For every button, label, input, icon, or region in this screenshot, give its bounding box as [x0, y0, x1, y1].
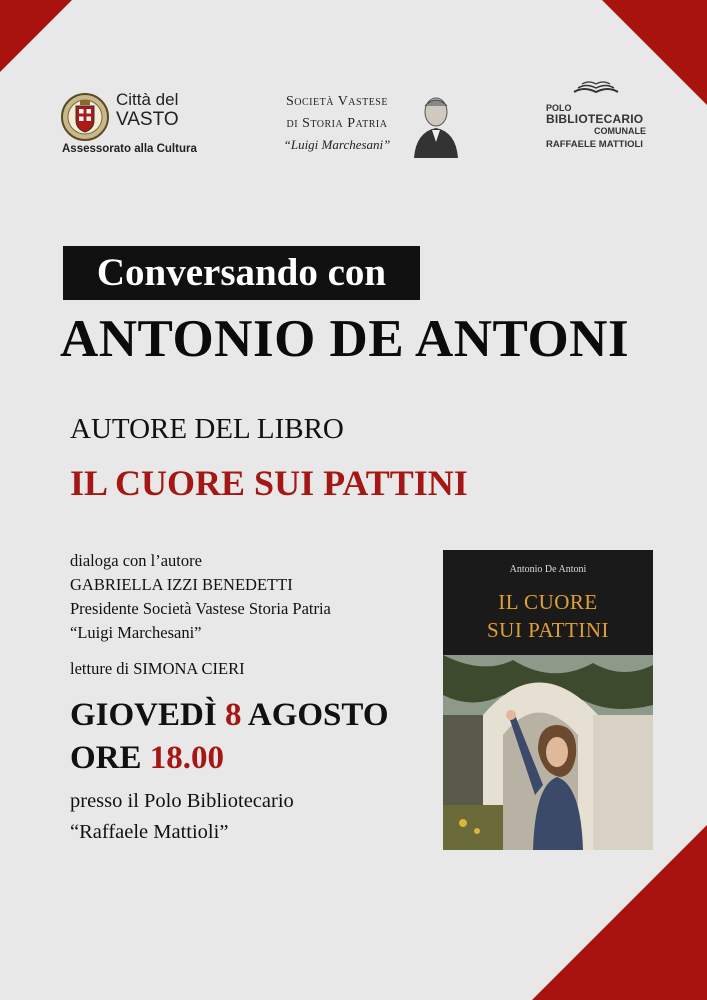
author-role: AUTORE DEL LIBRO [70, 413, 344, 445]
dialog-line-4: “Luigi Marchesani” [70, 623, 202, 642]
event-time-value: 18.00 [149, 740, 225, 776]
polo-line3: COMUNALE [594, 126, 646, 136]
portrait-icon [410, 90, 462, 158]
kicker-text: Conversando con [96, 251, 387, 294]
dialog-line-2: GABRIELLA IZZI BENEDETTI [70, 575, 293, 594]
venue-line-2: “Raffaele Mattioli” [70, 821, 229, 843]
kicker-banner [63, 246, 420, 300]
event-time: ORE 18.00 [70, 740, 225, 776]
logo-polo-bibliotecario [540, 80, 660, 160]
societa-name-line3: “Luigi Marchesani” [283, 137, 391, 152]
polo-line1: POLO [546, 103, 572, 113]
corner-decoration-top-left [0, 0, 72, 72]
event-date-day: 8 [224, 697, 242, 733]
dialog-line-3: Presidente Società Vastese Storia Patria [70, 599, 331, 618]
readings-line: letture di SIMONA CIERI [70, 659, 245, 678]
book-cover [443, 550, 653, 850]
societa-name-line2: di Storia Patria [286, 116, 388, 131]
open-book-icon [572, 80, 620, 96]
book-title: IL CUORE SUI PATTINI [70, 463, 468, 503]
cover-title-line2: SUI PATTINI [487, 618, 609, 642]
cover-author: Antonio De Antoni [509, 564, 587, 575]
dialog-line-1: dialoga con l’autore [70, 551, 202, 570]
vasto-crest-icon [60, 92, 110, 142]
vasto-subtitle: Assessorato alla Cultura [62, 143, 197, 155]
polo-line2: BIBLIOTECARIO [546, 112, 644, 126]
cover-photo-woman-icon [443, 655, 653, 850]
polo-line4: RAFFAELE MATTIOLI [546, 139, 643, 150]
guest-name: ANTONIO DE ANTONI [60, 310, 630, 368]
venue-line-1: presso il Polo Bibliotecario [70, 790, 294, 812]
corner-decoration-bottom-right [532, 825, 707, 1000]
societa-name-line1: Società Vastese [286, 94, 388, 109]
logo-societa-vastese [268, 90, 468, 160]
vasto-city-name: Città del VASTO [116, 90, 179, 130]
cover-title-line1: IL CUORE [498, 590, 598, 614]
event-date: GIOVEDÌ 8 AGOSTO [70, 697, 389, 733]
logo-citta-del-vasto [58, 86, 208, 166]
